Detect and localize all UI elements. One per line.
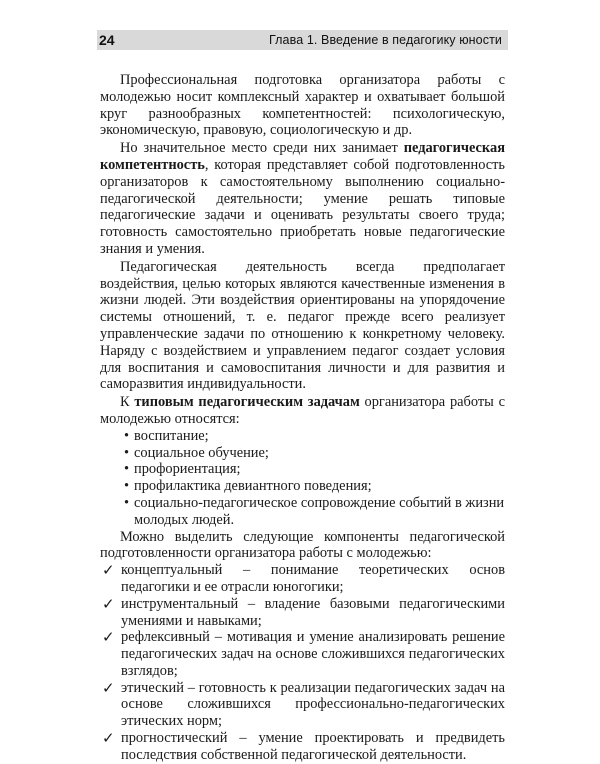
checkmark-icon: ✓ xyxy=(102,628,115,647)
list-item-text: концептуальный – понимание теоретических основ педагогики и ее отрасли юногогики; xyxy=(121,562,505,595)
paragraph-text: К xyxy=(120,394,135,411)
list-item-text: профориентация; xyxy=(134,461,241,478)
list-item xyxy=(100,445,505,462)
chapter-title: Глава 1. Введение в педагогику юности xyxy=(268,33,502,47)
list-item xyxy=(100,596,505,630)
bullet-icon: • xyxy=(124,494,130,511)
paragraph-pedagogical-activity: Педагогическая деятельность всегда предполагает воздействия, целью которых являются качественные изменения в жизни людей. Эти воздействия ориентированы на упорядочение системы отношений, т. е. педагог прежде всего реализует управленческие задачи по отношению к конкретному человеку. Наряду с воздействием и управлением педагог создает условия для воспитания и самовоспитания личности и для развития и саморазвития индивидуальности. xyxy=(100,258,505,393)
paragraph-pedagogical-competence xyxy=(100,140,505,258)
checkmark-icon: ✓ xyxy=(102,561,115,580)
checkmark-icon: ✓ xyxy=(102,678,115,697)
paragraph-components-intro: Можно выделить следующие компоненты педагогической подготовленности организатора работы с молодежью: xyxy=(100,528,505,562)
paragraph-professional-training: Профессиональная подготовка организатора работы с молодежью носит комплексный характер и охватывает большой круг разнообразных компетентностей: психологическую, экономическую, правовую, социологическую и др. xyxy=(100,72,505,139)
list-item xyxy=(100,495,505,529)
paragraph-typical-tasks-intro xyxy=(100,394,505,428)
paragraph-text: , которая представляет собой подготовленность организаторов к самостоятельному выполнению социально-педагогической деятельности; умение решать типовые педагогические задачи и оценивать результаты своего труда; готовность самостоятельно приобретать новые педагогические знания и умения. xyxy=(100,156,505,257)
body-text xyxy=(100,72,505,764)
list-item xyxy=(100,730,505,764)
list-item-text: рефлексивный – мотивация и умение анализировать решение педагогических задач на основе сложившихся педагогических взглядов; xyxy=(121,629,505,679)
paragraph-text: Но значительное место среди них занимает xyxy=(120,140,404,157)
running-header xyxy=(97,30,508,50)
list-item xyxy=(100,629,505,679)
list-item xyxy=(100,680,505,730)
paragraph-text: организатора работы с молодежью относятся: xyxy=(100,394,505,427)
list-item-text: прогностический – умение проектировать и предвидеть последствия собственной педагогической деятельности. xyxy=(121,730,505,763)
list-item-text: воспитание; xyxy=(134,427,209,444)
typical-tasks-list xyxy=(100,428,505,529)
checkmark-icon: ✓ xyxy=(102,729,115,748)
list-item-text: этический – готовность к реализации педагогических задач на основе сложившихся профессионально-педагогических этических норм; xyxy=(121,679,505,730)
page-number: 24 xyxy=(99,32,115,48)
term-pedagogical-competence: педагогическая компетентность xyxy=(100,140,505,173)
list-item-text: инструментальный – владение базовыми педагогическими умениями и навыками; xyxy=(121,595,505,629)
bullet-icon: • xyxy=(124,427,130,444)
list-item xyxy=(100,428,505,445)
bullet-icon: • xyxy=(124,444,130,461)
list-item xyxy=(100,562,505,596)
list-item-text: профилактика девиантного поведения; xyxy=(134,478,372,495)
bullet-icon: • xyxy=(124,461,130,478)
term-typical-tasks: типовым педагогическим задачам xyxy=(134,394,360,411)
checkmark-icon: ✓ xyxy=(102,594,115,613)
components-list xyxy=(100,562,505,764)
list-item-text: социально-педагогическое сопровождение событий в жизни молодых людей. xyxy=(134,494,505,528)
list-item xyxy=(100,461,505,478)
list-item-text: социальное обучение; xyxy=(134,444,269,461)
list-item xyxy=(100,478,505,495)
bullet-icon: • xyxy=(124,478,130,495)
